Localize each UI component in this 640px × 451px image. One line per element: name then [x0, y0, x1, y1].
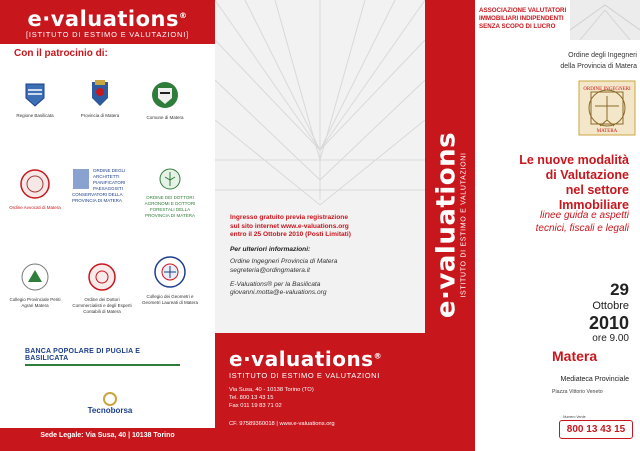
- left-panel: [0, 0, 215, 451]
- tecnoborsa-logo: Tecnoborsa: [70, 392, 150, 415]
- right-panel: [475, 0, 640, 451]
- registration-info: Ingresso gratuito previa registrazione sul sito internet www.e-valuations.org entro il 25 Ottobre 2010 (Posti Limitati) Per ulteriori informazioni: Ordine Ingegneri Provincia di Matera segreteria@ordingmatera.it E-Valuations® per la Basilicata giovanni.motta@e-valuations.org: [230, 214, 410, 298]
- sponsor-commercialisti: Ordine dei Dottori Commercialisti e degli Esperti Contabili di Matera: [72, 262, 132, 315]
- ordine-architetti-logo-icon: [72, 168, 90, 190]
- logo-subtitle: [ISTITUTO DI ESTIMO E VALUTAZIONI]: [25, 30, 190, 39]
- ordine-ingegneri-text: Ordine degli Ingegneri della Provincia di Matera: [560, 52, 637, 70]
- event-month: Ottobre: [592, 300, 629, 312]
- provincia-matera-crest-icon: [87, 78, 113, 108]
- sponsor-periti-agrari: Collegio Provinciale Periti Agrari Matera: [5, 262, 65, 309]
- periti-agrari-logo-icon: [20, 262, 50, 292]
- event-title: Le nuove modalità di Valutazione nel settore Immobiliare: [519, 153, 629, 212]
- vertical-strip: [425, 0, 475, 451]
- commercialisti-seal-icon: [87, 262, 117, 292]
- event-street: Piazza Vittorio Veneto: [552, 389, 603, 395]
- svg-text:MATERA: MATERA: [596, 129, 618, 134]
- vertical-logo: e·valuations ISTITUTO DI ESTIMO E VALUTAZIONI: [431, 131, 468, 319]
- comune-matera-crest-icon: [150, 80, 180, 110]
- event-venue: Mediateca Provinciale: [560, 376, 629, 383]
- banca-popolare-logo: BANCA POPOLARE DI PUGLIA E BASILICATA: [25, 348, 180, 366]
- tecnoborsa-icon: [103, 392, 117, 406]
- evaluations-logo-bottom: e·valuations®: [229, 347, 383, 371]
- sponsor-regione-basilicata: Regione Basilicata: [5, 82, 65, 119]
- event-day: 29: [610, 280, 629, 299]
- sponsor-ordine-architetti: ORDINE DEGLI ARCHITETTI PIANIFICATORI PAESAGGISTI CONSERVATORI DELLA PROVINCIA DI MATERA: [72, 168, 126, 203]
- contact-block: Via Susa, 40 - 10138 Torino (TO) Tel. 800 13 43 15 Fax 011 19 83 71 02: [229, 387, 314, 409]
- contact1-email: segreteria@ordingmatera.it: [230, 266, 310, 274]
- ordine-avvocati-seal-icon: [19, 168, 51, 200]
- regione-basilicata-crest-icon: [24, 82, 46, 108]
- evaluations-logo: e·valuations®: [27, 7, 188, 31]
- cf-website: CF. 97589360018 | www.e-valuations.org: [229, 421, 335, 427]
- event-year: 2010: [588, 313, 629, 333]
- sponsor-ordine-avvocati: Ordine Avvocati di Matera: [5, 168, 65, 211]
- event-subtitle: linee guida e aspetti tecnici, fiscali e legali: [535, 210, 629, 234]
- association-tagline: ASSOCIAZIONE VALUTATORI IMMOBILIARI INDIPENDENTI SENZA SCOPO DI LUCRO: [479, 7, 567, 30]
- event-city: Matera: [552, 348, 598, 364]
- sponsor-comune-matera: Comune di Matera: [135, 80, 195, 121]
- numero-verde-badge: Numero Verde 800 13 43 15: [559, 420, 633, 439]
- ordine-agronomi-logo-icon: [159, 168, 181, 190]
- sponsor-ordine-agronomi: ORDINE DEI DOTTORI AGRONOMI E DOTTORI FORESTALI DELLA PROVINCIA DI MATERA: [140, 168, 200, 219]
- event-time: ore 9.00: [592, 333, 629, 344]
- building-photo-graphic: [570, 0, 640, 40]
- sponsor-provincia-matera: Provincia di Matera: [70, 78, 130, 119]
- info-heading: Per ulteriori informazioni:: [230, 245, 311, 253]
- patrocinio-heading: Con il patrocinio di:: [14, 48, 108, 59]
- geometri-seal-icon: [153, 255, 187, 289]
- left-banner: [0, 0, 215, 44]
- left-footer: Sede Legale: Via Susa, 40 | 10138 Torino: [0, 428, 215, 451]
- sponsor-geometri: Collegio dei Geometri e Geometri Laureati di Matera: [140, 255, 200, 306]
- contact2-email: giovanni.motta@e-valuations.org: [230, 289, 327, 297]
- middle-bottom-banner: e·valuations® ISTITUTO DI ESTIMO E VALUTAZIONI Via Susa, 40 - 10138 Torino (TO) Tel. 800 13 43 15 Fax 011 19 83 71 02 CF. 97589360018 | www.e-valuations.org: [215, 333, 425, 451]
- svg-text:ORDINE INGEGNERI: ORDINE INGEGNERI: [583, 87, 631, 92]
- middle-panel: [215, 0, 425, 451]
- vitruvian-emblem-icon: [578, 80, 636, 136]
